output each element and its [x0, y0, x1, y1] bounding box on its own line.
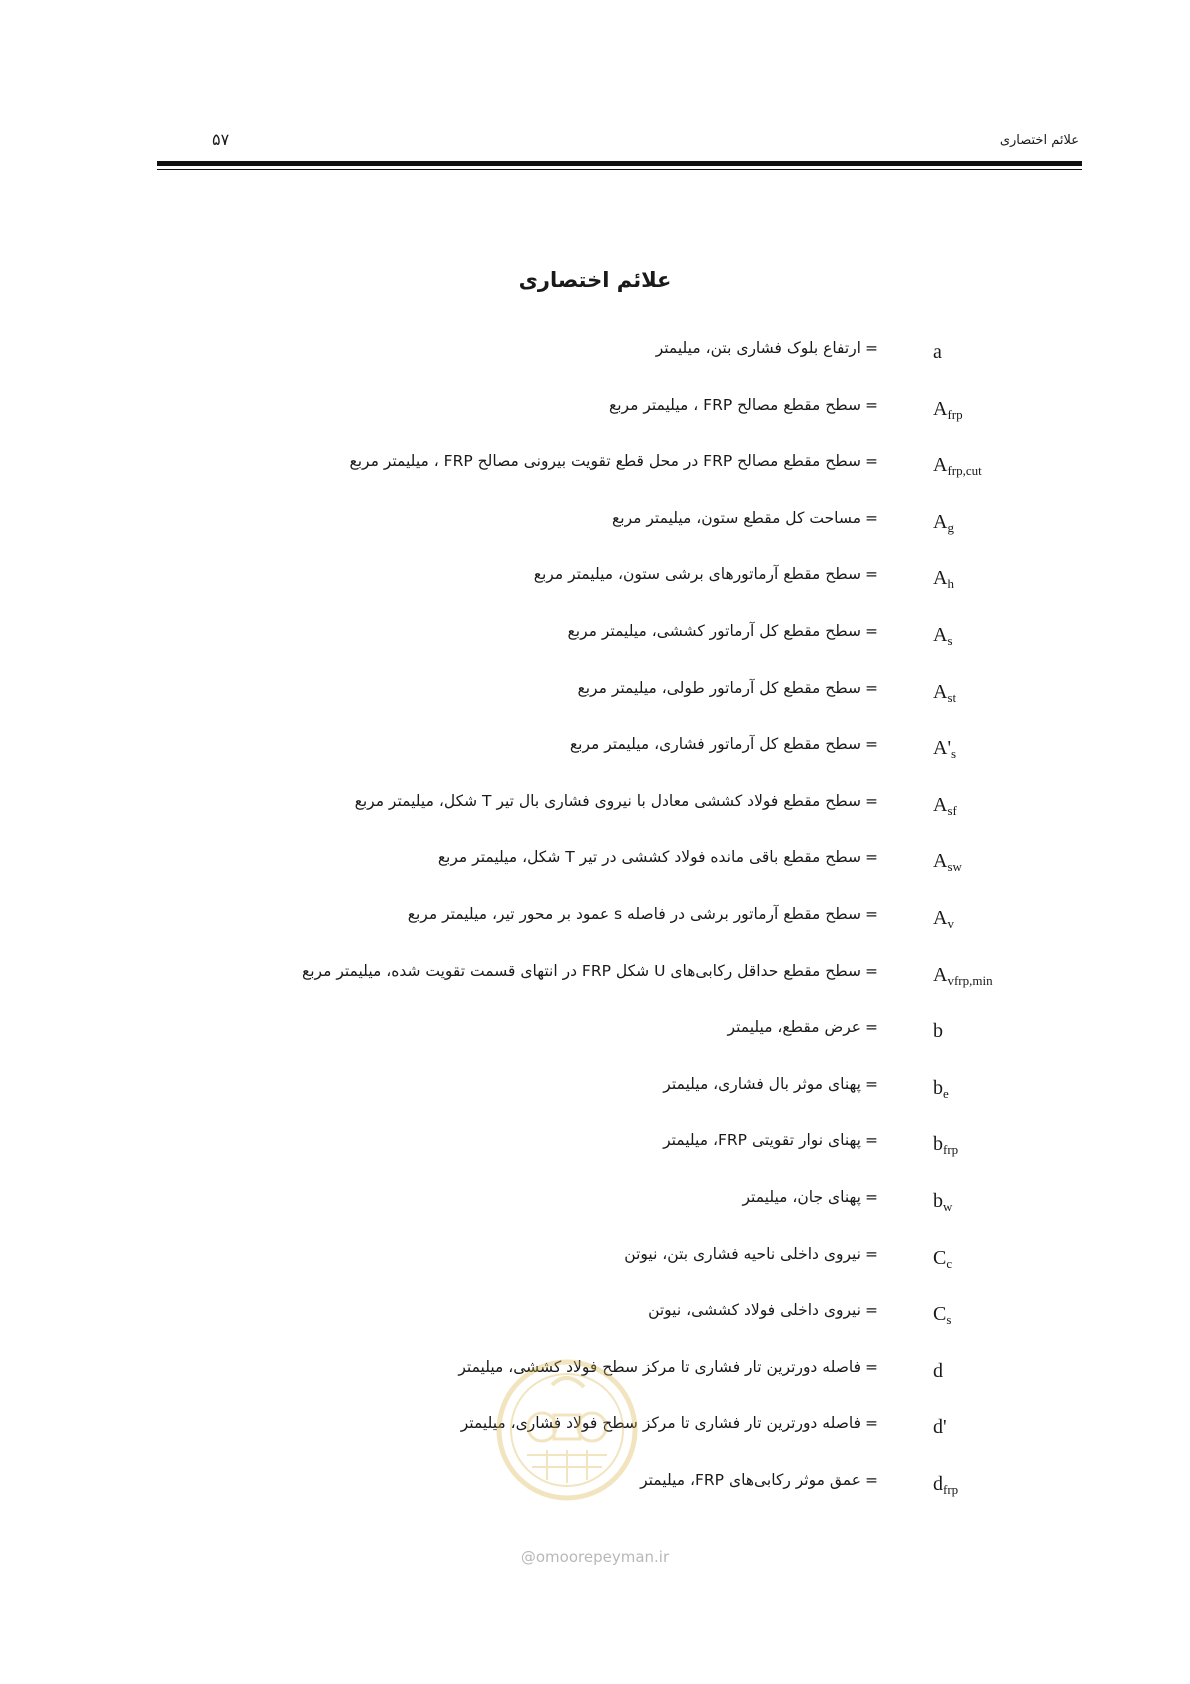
abbreviation-definition: [656, 339, 878, 357]
definition-text: سطح مقطع مصالح FRP در محل قطع تقویت بیرونی مصالح FRP ، میلیمتر مربع: [349, 452, 861, 471]
watermark-text: @omoorepeyman.ir: [520, 1548, 670, 1566]
symbol-subscript: g: [947, 519, 954, 535]
abbreviation-definition: [568, 622, 878, 640]
symbol-base: A: [933, 680, 948, 703]
abbreviation-symbol: [933, 1473, 958, 1498]
definition-text: عمق موثر رکابی‌های FRP، میلیمتر: [640, 1470, 861, 1489]
symbol-subscript: h: [947, 576, 954, 592]
symbol-subscript: e: [943, 1085, 949, 1101]
equals-sign: =: [865, 1414, 878, 1433]
symbol-subscript: st: [947, 689, 957, 705]
symbol-base: d: [933, 1359, 943, 1382]
abbreviation-row: [0, 901, 1190, 958]
definition-text: سطح مقطع مصالح FRP ، میلیمتر مربع: [608, 395, 861, 414]
symbol-base: A: [933, 850, 948, 873]
abbreviation-definition: [663, 1075, 878, 1093]
abbreviation-definition: [302, 962, 878, 980]
definition-text: نیروی داخلی ناحیه فشاری بتن، نیوتن: [624, 1244, 861, 1263]
equals-sign: =: [865, 395, 878, 414]
abbreviation-symbol: [933, 1190, 952, 1215]
abbreviation-symbol: [933, 850, 962, 875]
abbreviation-symbol: [933, 1303, 951, 1328]
watermark-seal-icon: [492, 1355, 642, 1505]
definition-text: سطح مقطع کل آرماتور طولی، میلیمتر مربع: [577, 678, 861, 697]
equals-sign: =: [865, 565, 878, 584]
symbol-subscript: frp,cut: [947, 463, 982, 479]
abbreviation-row: [0, 1184, 1190, 1241]
abbreviation-symbol: [933, 454, 982, 479]
abbreviation-row: [0, 561, 1190, 618]
running-header-title: علائم اختصاری: [999, 133, 1079, 148]
equals-sign: =: [865, 791, 878, 810]
definition-text: پهنای موثر بال فشاری، میلیمتر: [663, 1074, 861, 1093]
abbreviation-definition: [534, 565, 878, 583]
symbol-base: b: [933, 1189, 943, 1212]
definition-text: سطح مقطع کل آرماتور کششی، میلیمتر مربع: [567, 621, 861, 640]
symbol-base: A: [933, 793, 948, 816]
abbreviation-row: [0, 958, 1190, 1015]
symbol-base: A: [933, 906, 948, 929]
equals-sign: =: [865, 1187, 878, 1206]
definition-text: مساحت کل مقطع ستون، میلیمتر مربع: [612, 508, 861, 527]
equals-sign: =: [865, 339, 878, 357]
symbol-base: b: [933, 1133, 943, 1156]
abbreviation-list: [0, 335, 1190, 1523]
abbreviation-definition: [355, 792, 878, 810]
abbreviation-definition: [438, 848, 878, 866]
abbreviation-row: [0, 392, 1190, 449]
symbol-base: A': [933, 737, 952, 760]
symbol-subscript: s: [946, 1312, 952, 1328]
abbreviation-row: [0, 731, 1190, 788]
abbreviation-row: [0, 844, 1190, 901]
symbol-base: d': [933, 1416, 947, 1439]
abbreviation-symbol: [933, 681, 956, 706]
definition-text: سطح مقطع آرماتور برشی در فاصله s عمود بر محور تیر، میلیمتر مربع: [407, 904, 861, 923]
equals-sign: =: [865, 621, 878, 640]
equals-sign: =: [865, 904, 878, 923]
equals-sign: =: [865, 1244, 878, 1263]
abbreviation-symbol: [933, 1077, 949, 1102]
equals-sign: =: [865, 452, 878, 471]
abbreviation-definition: [640, 1471, 878, 1489]
definition-text: سطح مقطع حداقل رکابی‌های U شکل FRP در انتهای قسمت تقویت شده، میلیمتر مربع: [301, 961, 861, 980]
abbreviation-symbol: [933, 794, 957, 819]
definition-text: سطح مقطع کل آرماتور فشاری، میلیمتر مربع: [569, 735, 861, 754]
definition-text: پهنای جان، میلیمتر: [742, 1187, 861, 1206]
abbreviation-definition: [612, 509, 878, 527]
symbol-base: A: [933, 397, 948, 420]
symbol-base: b: [933, 1020, 943, 1043]
symbol-subscript: sw: [947, 859, 962, 875]
abbreviation-row: [0, 675, 1190, 732]
equals-sign: =: [865, 735, 878, 754]
page-number: ۵۷: [212, 130, 230, 149]
header-rule-thick: [157, 161, 1082, 166]
header-rule-thin: [157, 169, 1082, 170]
definition-text: فاصله دورترین تار فشاری تا مرکز سطح فولاد کششی، میلیمتر: [458, 1357, 861, 1376]
symbol-base: A: [933, 623, 948, 646]
abbreviation-row: [0, 788, 1190, 845]
symbol-base: C: [933, 1303, 947, 1326]
symbol-subscript: v: [947, 915, 954, 931]
symbol-subscript: w: [943, 1198, 953, 1214]
symbol-base: A: [933, 454, 948, 477]
equals-sign: =: [865, 1470, 878, 1489]
abbreviation-definition: [577, 679, 878, 697]
definition-text: عرض مقطع، میلیمتر: [727, 1018, 861, 1037]
symbol-subscript: frp: [943, 1142, 959, 1158]
equals-sign: =: [865, 1301, 878, 1320]
equals-sign: =: [865, 961, 878, 980]
abbreviation-symbol: [933, 1247, 952, 1272]
symbol-base: A: [933, 567, 948, 590]
definition-text: سطح مقطع فولاد کششی معادل با نیروی فشاری بال تیر T شکل، میلیمتر مربع: [354, 791, 861, 810]
abbreviation-symbol: [933, 624, 953, 649]
abbreviation-symbol: [933, 341, 942, 364]
equals-sign: =: [865, 1018, 878, 1037]
symbol-subscript: c: [946, 1255, 953, 1271]
symbol-subscript: vfrp,min: [947, 972, 993, 988]
symbol-base: a: [933, 341, 942, 363]
symbol-base: d: [933, 1472, 943, 1495]
definition-text: نیروی داخلی فولاد کششی، نیوتن: [648, 1301, 861, 1320]
abbreviation-definition: [609, 396, 878, 414]
abbreviation-symbol: [933, 1133, 958, 1158]
equals-sign: =: [865, 1357, 878, 1376]
abbreviation-symbol: [933, 511, 954, 536]
abbreviation-definition: [648, 1301, 878, 1319]
abbreviation-definition: [349, 452, 878, 470]
abbreviation-definition: [742, 1188, 878, 1206]
abbreviation-definition: [570, 735, 878, 753]
abbreviation-row: [0, 448, 1190, 505]
abbreviation-row: [0, 1297, 1190, 1354]
abbreviation-row: [0, 1241, 1190, 1298]
abbreviation-definition: [663, 1131, 878, 1149]
definition-text: فاصله دورترین تار فشاری تا مرکز سطح فولاد فشاری، میلیمتر: [460, 1414, 861, 1433]
abbreviation-row: [0, 618, 1190, 675]
abbreviation-symbol: [933, 1360, 943, 1383]
symbol-base: A: [933, 510, 948, 533]
symbol-base: A: [933, 963, 948, 986]
abbreviation-row: [0, 1014, 1190, 1071]
abbreviation-symbol: [933, 737, 956, 762]
symbol-subscript: frp: [943, 1481, 959, 1497]
page-title: علائم اختصاری: [518, 268, 672, 292]
equals-sign: =: [865, 1074, 878, 1093]
abbreviation-row: [0, 1071, 1190, 1128]
symbol-subscript: s: [947, 632, 953, 648]
symbol-base: b: [933, 1076, 943, 1099]
symbol-subscript: s: [951, 746, 957, 762]
symbol-subscript: frp: [947, 406, 963, 422]
abbreviation-symbol: [933, 1416, 947, 1439]
equals-sign: =: [865, 1131, 878, 1150]
definition-text: پهنای نوار تقویتی FRP، میلیمتر: [663, 1131, 861, 1150]
symbol-subscript: sf: [947, 802, 957, 818]
abbreviation-symbol: [933, 398, 963, 423]
abbreviation-row: [0, 505, 1190, 562]
definition-text: ارتفاع بلوک فشاری بتن، میلیمتر: [655, 339, 861, 357]
abbreviation-symbol: [933, 907, 954, 932]
abbreviation-definition: [408, 905, 878, 923]
abbreviation-symbol: [933, 964, 993, 989]
abbreviation-symbol: [933, 567, 954, 592]
abbreviation-symbol: [933, 1020, 943, 1043]
equals-sign: =: [865, 508, 878, 527]
definition-text: سطح مقطع آرماتورهای برشی ستون، میلیمتر مربع: [533, 565, 861, 584]
abbreviation-definition: [728, 1018, 878, 1036]
equals-sign: =: [865, 678, 878, 697]
definition-text: سطح مقطع باقی مانده فولاد کششی در تیر T شکل، میلیمتر مربع: [437, 848, 861, 867]
abbreviation-row: [0, 335, 1190, 392]
equals-sign: =: [865, 848, 878, 867]
abbreviation-row: [0, 1127, 1190, 1184]
abbreviation-definition: [624, 1245, 878, 1263]
symbol-base: C: [933, 1246, 947, 1269]
